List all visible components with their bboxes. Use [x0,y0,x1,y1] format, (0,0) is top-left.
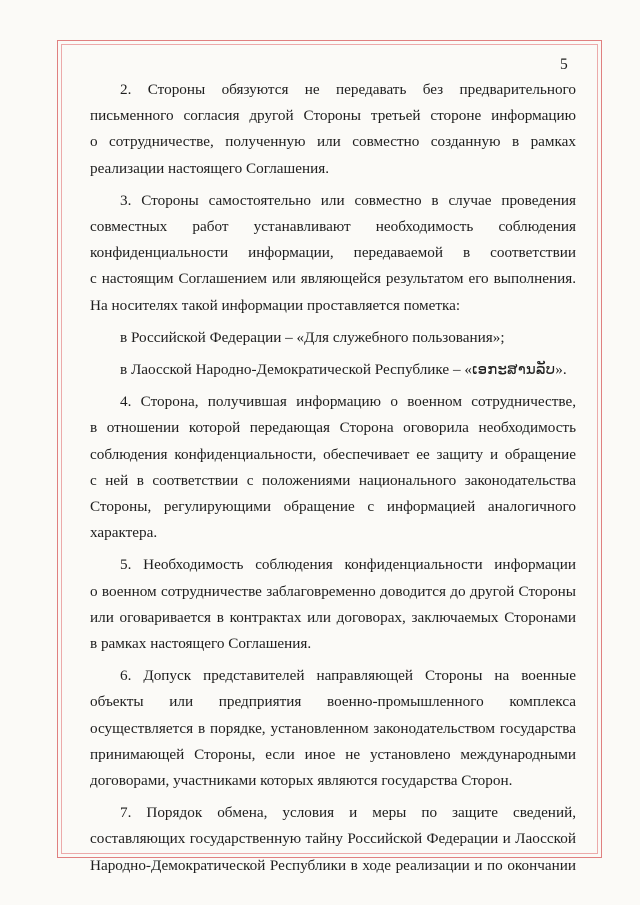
text-line: 6. Допуск представителей направляющей Стороны на военные [120,667,576,685]
text-line: письменного согласия другой Стороны третьей стороне информацию [90,107,576,125]
text-line: 4. Сторона, получившая информацию о военном сотрудничестве, [120,393,576,411]
text-line: совместных работ устанавливают необходимость соблюдения [90,218,576,236]
text-line: в Лаосской Народно-Демократической Республике – «ເອກະສານລັບ». [120,361,567,379]
text-line: в отношении которой передающая Сторона оговорила необходимость [90,419,576,437]
paragraph-2 [90,77,576,182]
text-line: реализации настоящего Соглашения. [90,159,330,177]
text-line: Стороны, регулирующими обращение с информацией аналогичного [90,498,576,516]
text-line: о военном сотрудничестве заблаговременно доводится до другой Стороны [90,582,576,600]
text-line: или оговаривается в контрактах или договорах, заключаемых Сторонами [90,608,576,626]
text-line: Народно-Демократической Республики в ходе реализации и по окончании [90,856,576,874]
text-line: с настоящим Соглашением или являющейся результатом его выполнения. [90,270,576,288]
document-body [90,77,576,879]
text-line: о сотрудничестве, полученную или совместно созданную в рамках [90,133,576,151]
paragraph-5 [90,552,576,657]
text-line: 2. Стороны обязуются не передавать без предварительного [120,81,576,98]
text-line: На носителях такой информации проставляется пометка: [90,296,461,314]
marking-russia [90,325,576,351]
text-line: 5. Необходимость соблюдения конфиденциальности информации [120,556,576,574]
page-number: 5 [560,56,568,73]
paragraph-3 [90,188,576,319]
text-line: объекты или предприятия военно-промышленного комплекса [90,693,576,711]
text-line: с ней в соответствии с положениями национального законодательства [90,471,576,489]
text-line: соблюдения конфиденциальности, обеспечивает ее защиту и обращение [90,445,576,463]
text-line: конфиденциальности информации, передаваемой в соответствии [90,244,576,262]
text-line: составляющих государственную тайну Российской Федерации и Лаосской [90,830,576,848]
text-line: принимающей Стороны, если иное не установлено международными [90,745,576,763]
text-line: договорами, участниками которых являются государства Сторон. [90,772,513,790]
paragraph-4 [90,389,576,546]
text-line: в Российской Федерации – «Для служебного пользования»; [120,328,505,346]
text-line: в рамках настоящего Соглашения. [90,635,312,653]
text-line: 7. Порядок обмена, условия и меры по защите сведений, [120,804,576,822]
text-line: 3. Стороны самостоятельно или совместно в случае проведения [120,191,576,209]
marking-laos [90,357,576,383]
text-line: осуществляется в порядке, установленном законодательством государства [90,719,576,737]
paragraph-7 [90,800,576,879]
text-line: характера. [90,524,158,542]
paragraph-6 [90,663,576,794]
